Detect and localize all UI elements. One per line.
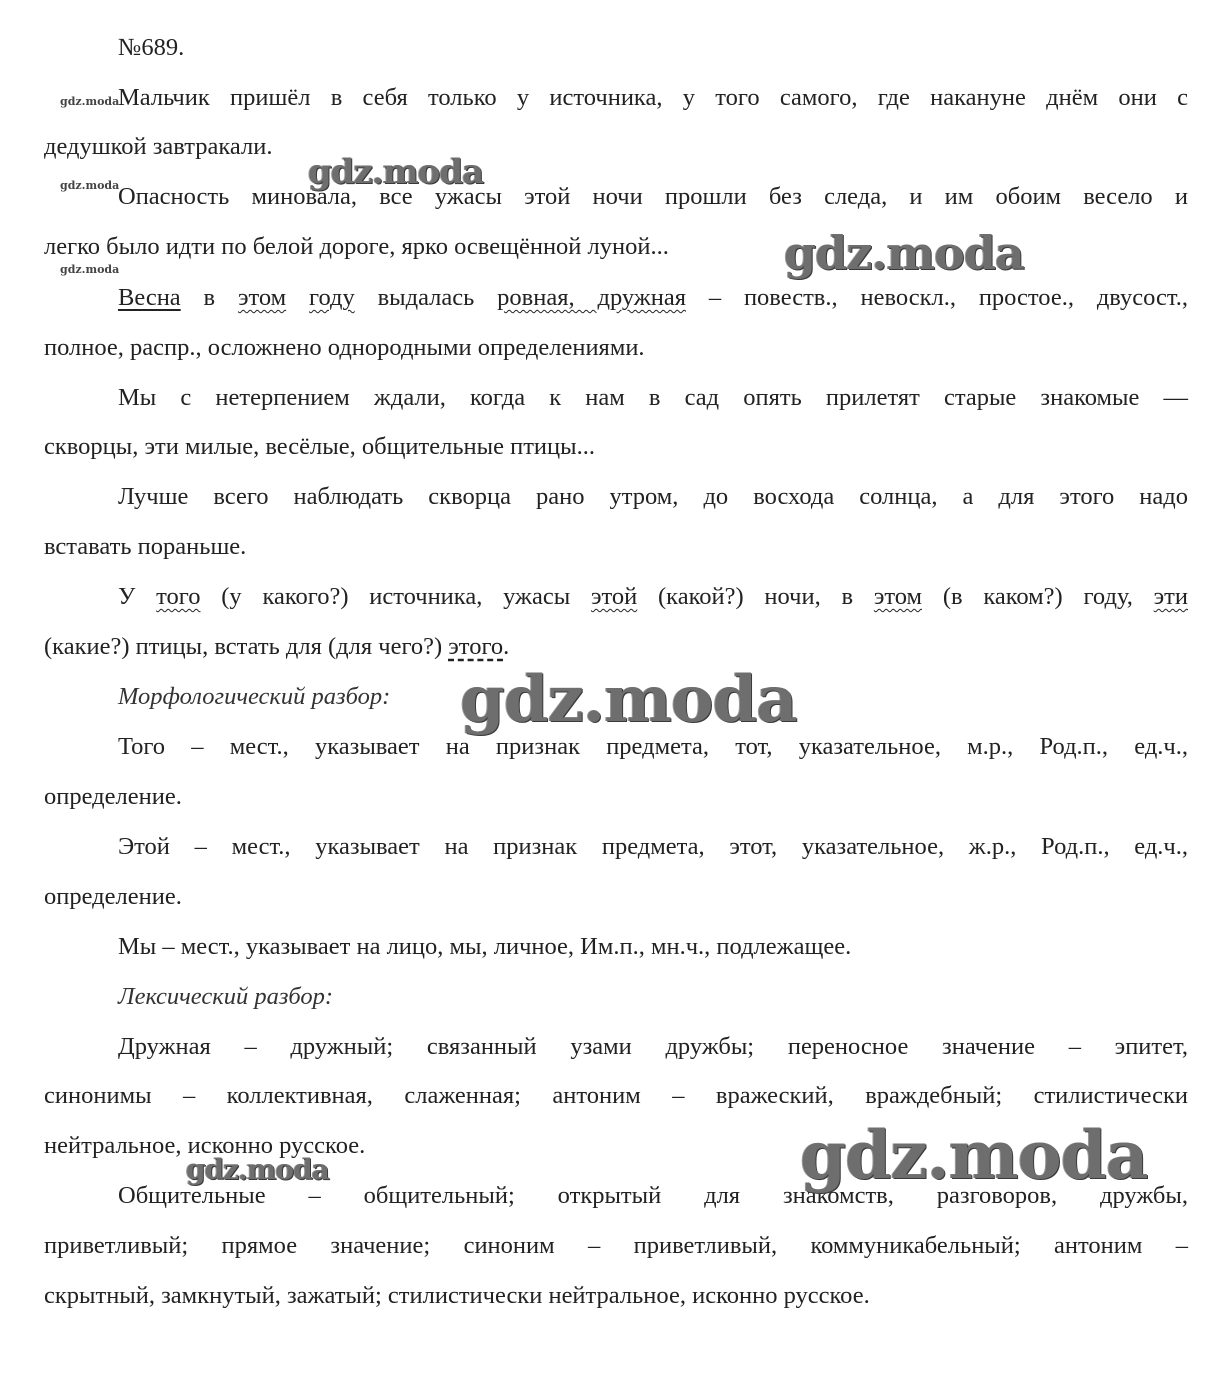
paragraph-line: полное, распр., осложнено однородными определениями. [44, 334, 645, 361]
pronoun-questions-line: У того (у какого?) источника, ужасы этой (какой?) ночи, в этом (в каком?) году, эти [118, 583, 1188, 610]
paragraph-line: скворцы, эти милые, весёлые, общительные птицы... [44, 433, 595, 460]
paragraph-line: определение. [44, 783, 182, 810]
morphology-heading: Морфологический разбор: [118, 683, 391, 710]
analyzed-sentence-line: Весна в этом году выдалась ровная, дружная – повеств., невоскл., простое., двусост., [118, 284, 1189, 311]
circumstance-word: году [309, 284, 355, 311]
exercise-number: №689. [118, 34, 185, 61]
paragraph-line: Опасность миновала, все ужасы этой ночи прошли без следа, и им обоим весело и [118, 183, 1188, 210]
predicate-words: ровная, дружная [497, 284, 686, 311]
pronoun-word: этом [873, 583, 923, 610]
paragraph-line: Мы с нетерпением ждали, когда к нам в сад опять прилетят старые знакомые — [118, 384, 1188, 411]
watermark: gdz.moda [60, 263, 120, 276]
paragraph-line: Мальчик пришёл в себя только у источника, у того самого, где накануне днём они с [118, 84, 1188, 111]
circumstance-word: этом [237, 284, 287, 311]
pronoun-word: того [156, 583, 201, 610]
paragraph-line: Того – мест., указывает на признак предмета, тот, указательное, м.р., Род.п., ед.ч., [118, 733, 1188, 760]
pronoun-word: этого [448, 633, 504, 660]
paragraph-line: определение. [44, 883, 182, 910]
paragraph-line: скрытный, замкнутый, зажатый; стилистически нейтральное, исконно русское. [44, 1282, 870, 1309]
paragraph-line: Дружная – дружный; связанный узами дружбы; переносное значение – эпитет, [118, 1033, 1188, 1060]
watermark: gdz.moda [60, 95, 120, 108]
pronoun-word: этой [590, 583, 638, 610]
paragraph-line: Лучше всего наблюдать скворца рано утром, до восхода солнца, а для этого надо [118, 483, 1188, 510]
paragraph-line: вставать пораньше. [44, 533, 247, 560]
paragraph-line: синонимы – коллективная, слаженная; антоним – вражеский, враждебный; стилистически [44, 1082, 1188, 1109]
paragraph-line: дедушкой завтракали. [44, 133, 273, 160]
paragraph-line: приветливый; прямое значение; синоним – приветливый, коммуникабельный; антоним – [44, 1232, 1188, 1259]
subject-word: Весна [118, 284, 181, 311]
paragraph-line: легко было идти по белой дороге, ярко освещённой луной... [44, 233, 669, 260]
watermark: gdz.moda [308, 152, 484, 192]
lexical-heading: Лексический разбор: [118, 983, 334, 1010]
watermark: gdz.moda [460, 662, 797, 737]
paragraph-line: нейтральное, исконно русское. [44, 1132, 366, 1159]
watermark: gdz.moda [186, 1153, 329, 1186]
pronoun-questions-line: (какие?) птицы, встать для (для чего?) этого. [44, 633, 510, 660]
paragraph-line: Этой – мест., указывает на признак предмета, этот, указательное, ж.р., Род.п., ед.ч., [118, 833, 1188, 860]
paragraph-line: Общительные – общительный; открытый для знакомств, разговоров, дружбы, [118, 1182, 1188, 1209]
watermark: gdz.moda [800, 1116, 1148, 1194]
paragraph-line: Мы – мест., указывает на лицо, мы, личное, Им.п., мн.ч., подлежащее. [118, 933, 852, 960]
watermark: gdz.moda [784, 226, 1024, 280]
pronoun-word: эти [1153, 583, 1188, 610]
watermark: gdz.moda [60, 179, 120, 192]
